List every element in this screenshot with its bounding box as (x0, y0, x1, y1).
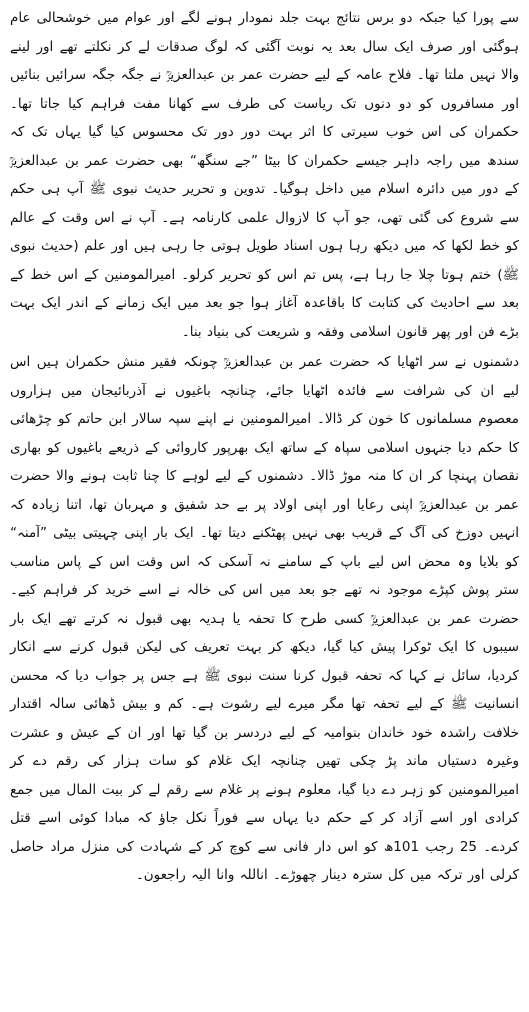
paragraph-1: سے پورا کیا جبکہ دو برس نتائج بہت جلد نمودار ہونے لگے اور عوام میں خوشحالی عام ہوگئی اور صرف ایک سال بعد یہ نوبت آگئی کہ لوگ صدقات لے کر نکلتے تھے اور لینے والا نہیں ملتا تھا۔ فلاح عامہ کے لیے حضرت عمر بن عبدالعزیزؒ نے جگہ جگہ سرائیں بنائیں اور مسافروں کو دو دنوں تک ریاست کی طرف سے کھانا مفت فراہم کیا جاتا تھا۔ حکمران کی اس خوب سیرتی کا اثر بہت دور دور تک محسوس کیا گیا یہاں تک کہ سندھ میں راجہ داہر جیسے حکمران کا بیٹا ”جے سنگھ“ بھی حضرت عمر بن عبدالعزیزؒ کے دور میں دائرہ اسلام میں داخل ہوگیا۔ تدوین و تحریر حدیث نبوی ﷺ آپ ہی حکم سے شروع کی گئی تھی، جو آپ کا لازوال علمی کارنامہ ہے۔ آپ نے اس وقت کے عالم کو خط لکھا کہ میں دیکھ رہا ہوں اسناد طویل ہوتی جا رہی ہیں اور علم (حدیث نبوی ﷺ) ختم ہوتا چلا جا رہا ہے، پس تم اس کو تحریر کرلو۔ امیرالمومنین کے اس خط کے بعد سے احادیث کی کتابت کا باقاعدہ آغاز ہوا جو بعد میں ایک زمانے کے اندر ایک بہت بڑے فن اور پھر قانون اسلامی وفقہ و شریعت کی بنیاد بنا۔ (10, 10, 519, 340)
paragraph-2: دشمنوں نے سر اٹھایا کہ حضرت عمر بن عبدالعزیزؒ چونکہ فقیر منش حکمران ہیں اس لیے ان کی شرافت سے فائدہ اٹھایا جائے، چنانچہ باغیوں نے آذربائیجان میں ہزاروں معصوم مسلمانوں کا خون کر ڈالا۔ امیرالمومنین نے اپنے سپہ سالار ابن حاتم کو چڑھائی کا حکم دیا جنہوں اسلامی سپاہ کے ساتھ ایک بھرپور کاروائی کے ذریعے باغیوں کو بھاری نقصان پہنچا کر ان کا منہ موڑ ڈالا۔ دشمنوں کے لیے لوہے کا چنا ثابت ہونے والا حضرت عمر بن عبدالعزیزؒ اپنی رعایا اور اپنی اولاد پر بے حد شفیق و مہربان تھا، اتنا زیادہ کہ انہیں دوزخ کی آگ کے قریب بھی نہیں پھٹکنے دیتا تھا۔ ایک بار اپنی چہیتی بیٹی ”آمنہ“ کو بلایا وہ محض اس لیے باپ کے سامنے نہ آسکی کہ اس وقت اس کے پاس مناسب ستر پوش کپڑے موجود نہ تھے جو بعد میں اس کی خالہ نے اسے خرید کر فراہم کیے۔ حضرت عمر بن عبدالعزیزؒ کسی طرح کا تحفہ یا ہدیہ بھی قبول نہ کرتے تھے ایک بار سیبوں کا ایک ٹوکرا پیش کیا گیا، دیکھ کر بہت تعریف کی لیکن قبول کرنے سے انکار کردیا، سائل نے کہا کہ تحفہ قبول کرنا سنت نبوی ﷺ ہے جس پر جواب دیا کہ محسن انسانیت ﷺ کے لیے تحفہ تھا مگر میرے لیے رشوت ہے۔ کم و بیش ڈھائی سالہ اقتدار خلافت راشدہ خود خاندان بنوامیہ کے لیے دردسر بن گیا تھا اور ان کے عیش و عشرت وغیرہ دستیاں ماند پڑ چکی تھیں چنانچہ ایک غلام کو سات ہزار کی رقم دے کر امیرالمومنین کو زہر دے دیا گیا، معلوم ہونے پر غلام سے رقم لے کر بیت المال میں جمع کرادی اور اسے آزاد کر کے حکم دیا یہاں سے فوراً نکل جاؤ کہ مبادا کوئی اسے قتل کردے۔ 25 رجب 101ھ کو اس دار فانی سے کوچ کر کے شہادت کی منزل مراد حاصل کرلی اور ترکہ میں کل سترہ دینار چھوڑے۔ اناللہ وانا الیہ راجعون۔ (10, 354, 520, 883)
